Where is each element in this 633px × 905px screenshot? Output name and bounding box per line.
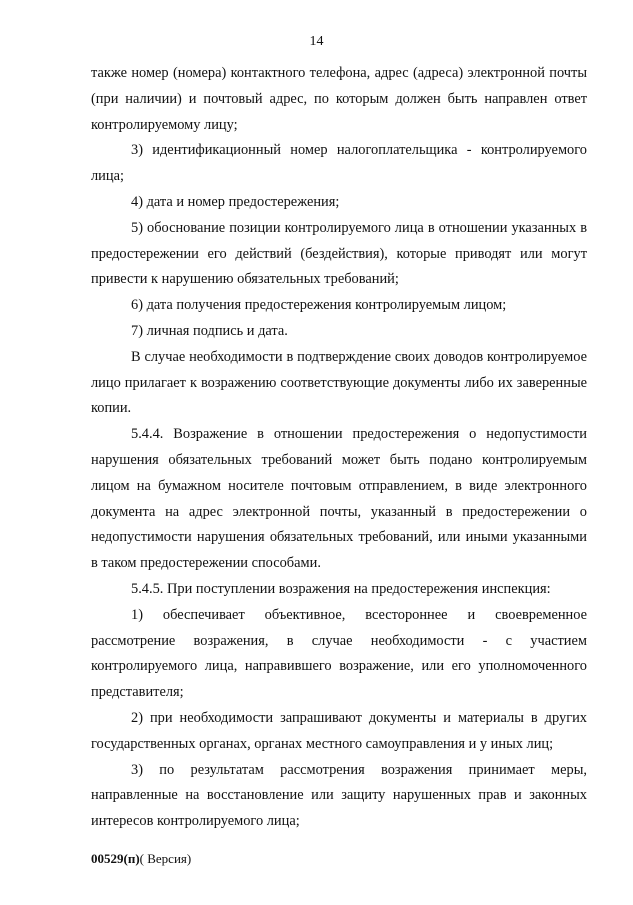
paragraph-5-4-4: 5.4.4. Возражение в отношении предостережения о недопустимости нарушения обязательных требований может быть подано контролируемым лицом на бумажном носителе почтовым отправлением, в виде электронного документа на адрес электронной почты, указанный в предостережении о недопустимости нарушения обязательных требований, или иными указанными в таком предостережении способами. bbox=[91, 426, 587, 572]
document-code: 00529(п) bbox=[91, 851, 140, 866]
paragraph-contact-info: также номер (номера) контактного телефона, адрес (адреса) электронной почты (при наличии) и почтовый адрес, по которым должен быть направлен ответ контролируемому лицу; bbox=[91, 65, 587, 133]
paragraph-5-4-5-item-2: 2) при необходимости запрашивают документы и материалы в других государственных органах, органах местного самоуправления и у иных лиц; bbox=[91, 709, 587, 752]
paragraph-5-4-5-item-3: 3) по результатам рассмотрения возражения принимает меры, направленные на восстановление или защиту нарушенных прав и законных интересов контролируемого лица; bbox=[91, 761, 587, 830]
paragraph-5-4-5-item-1: 1) обеспечивает объективное, всестороннее и своевременное рассмотрение возражения, в случае необходимости - с участием контролируемого лица, направившего возражение, или его уполномоченного представителя; bbox=[91, 606, 587, 701]
page-number: 14 bbox=[309, 34, 324, 49]
footer bbox=[91, 851, 191, 867]
paragraph-item-4: 4) дата и номер предостережения; bbox=[131, 193, 340, 210]
paragraph-item-7: 7) личная подпись и дата. bbox=[131, 322, 288, 339]
paragraph-item-6: 6) дата получения предостережения контролируемым лицом; bbox=[131, 297, 507, 314]
paragraph-item-3: 3) идентификационный номер налогоплательщика - контролируемого лица; bbox=[91, 142, 587, 185]
paragraph-5-4-5: 5.4.5. При поступлении возражения на предостережения инспекция: bbox=[131, 580, 551, 597]
paragraph-item-5: 5) обоснование позиции контролируемого лица в отношении указанных в предостережении его действий (бездействия), которые приводят или могут привести к нарушению обязательных требований; bbox=[91, 219, 587, 288]
document-body bbox=[91, 61, 587, 835]
paragraph-attachments: В случае необходимости в подтверждение своих доводов контролируемое лицо прилагает к возражению соответствующие документы либо их заверенные копии. bbox=[91, 348, 587, 417]
version-label: ( Версия) bbox=[139, 851, 192, 866]
